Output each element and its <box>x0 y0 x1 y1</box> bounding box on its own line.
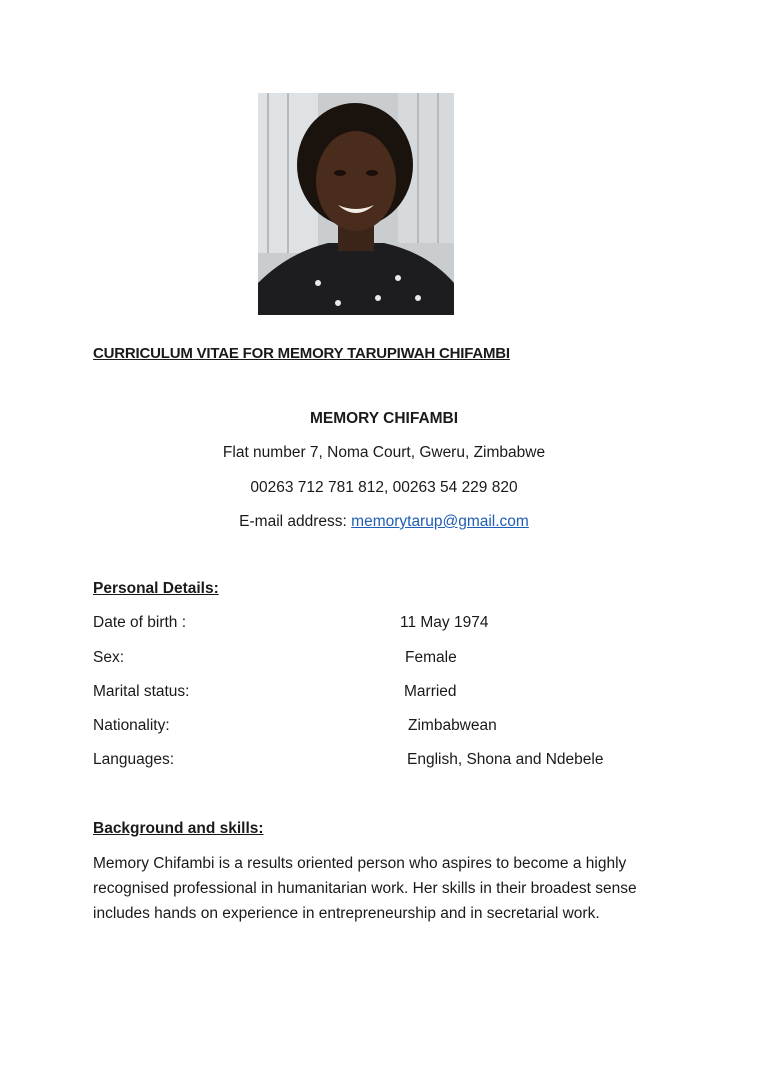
background-heading: Background and skills: <box>93 820 264 837</box>
detail-label: Sex: <box>93 649 125 666</box>
detail-row-marital-status <box>93 683 693 705</box>
applicant-email-line <box>0 513 768 531</box>
profile-photo-illustration <box>258 93 454 315</box>
detail-label: Marital status: <box>93 683 190 700</box>
detail-label: Nationality: <box>93 717 170 734</box>
detail-row-sex <box>93 649 693 671</box>
cv-title: CURRICULUM VITAE FOR MEMORY TARUPIWAH CHIFAMBI <box>93 345 510 362</box>
detail-value: Female <box>405 649 457 666</box>
detail-value: 11 May 1974 <box>400 614 489 631</box>
applicant-name: MEMORY CHIFAMBI <box>309 410 459 427</box>
personal-details-heading: Personal Details: <box>93 580 219 597</box>
detail-label: Languages: <box>93 751 175 768</box>
profile-photo <box>258 93 454 315</box>
detail-value: Zimbabwean <box>408 717 497 734</box>
detail-label: Date of birth : <box>93 614 187 631</box>
detail-value: Married <box>404 683 457 700</box>
detail-value: English, Shona and Ndebele <box>407 751 604 768</box>
email-label: E-mail address: <box>239 513 352 530</box>
email-link[interactable]: memorytarup@gmail.com <box>351 513 529 530</box>
applicant-phones: 00263 712 781 812, 00263 54 229 820 <box>250 479 518 496</box>
detail-row-languages <box>93 751 693 773</box>
background-paragraph: Memory Chifambi is a results oriented person who aspires to become a highly recognised professional in humanitarian work. Her skills in their broadest sense includes hands on experience in entrepreneurship and in secretarial work. <box>93 855 637 922</box>
applicant-address: Flat number 7, Noma Court, Gweru, Zimbabwe <box>222 444 546 461</box>
detail-row-nationality <box>93 717 693 739</box>
detail-row-date-of-birth <box>93 614 693 636</box>
